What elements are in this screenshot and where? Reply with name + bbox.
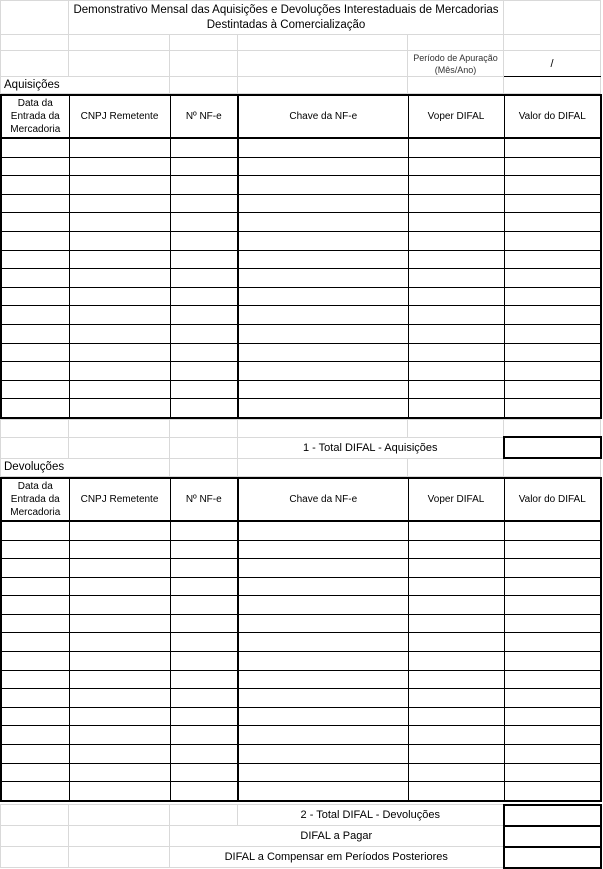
cell-difal-value[interactable] (504, 194, 601, 213)
cell-nfe-key[interactable] (238, 362, 408, 381)
cell-date[interactable] (1, 157, 69, 176)
cell-difal-value[interactable] (504, 577, 601, 596)
cell-date[interactable] (1, 521, 69, 540)
cell-voper[interactable] (408, 213, 504, 232)
cell-voper[interactable] (408, 763, 504, 782)
cell-date[interactable] (1, 577, 69, 596)
cell-voper[interactable] (408, 231, 504, 250)
cell-nfe-number[interactable] (170, 157, 238, 176)
cell-cnpj[interactable] (69, 559, 170, 578)
cell-nfe-key[interactable] (238, 652, 408, 671)
cell-difal-value[interactable] (504, 652, 601, 671)
cell-voper[interactable] (408, 782, 504, 801)
cell-voper[interactable] (408, 614, 504, 633)
cell-date[interactable] (1, 707, 69, 726)
cell-voper[interactable] (408, 287, 504, 306)
cell-voper[interactable] (408, 521, 504, 540)
cell-nfe-number[interactable] (170, 521, 238, 540)
cell-date[interactable] (1, 614, 69, 633)
cell-voper[interactable] (408, 380, 504, 399)
cell-nfe-number[interactable] (170, 707, 238, 726)
table-row (1, 633, 601, 652)
table-row (1, 652, 601, 671)
cell-cnpj[interactable] (69, 689, 170, 708)
cell-cnpj[interactable] (69, 213, 170, 232)
summary-grid (0, 804, 602, 869)
table-row (1, 399, 601, 418)
acquisitions-total-grid (0, 419, 602, 477)
cell-nfe-key[interactable] (238, 157, 408, 176)
table-row (1, 540, 601, 559)
cell-difal-value[interactable] (504, 138, 601, 157)
cell-cnpj[interactable] (69, 380, 170, 399)
cell-difal-value[interactable] (504, 176, 601, 195)
cell-nfe-key[interactable] (238, 540, 408, 559)
cell-nfe-key[interactable] (238, 763, 408, 782)
cell-nfe-key[interactable] (238, 324, 408, 343)
cell-cnpj[interactable] (69, 614, 170, 633)
cell-nfe-number[interactable] (170, 633, 238, 652)
cell-difal-value[interactable] (504, 763, 601, 782)
cell-nfe-number[interactable] (170, 138, 238, 157)
cell-difal-value[interactable] (504, 596, 601, 615)
cell-difal-value[interactable] (504, 633, 601, 652)
cell-difal-value[interactable] (504, 269, 601, 288)
cell-voper[interactable] (408, 652, 504, 671)
cell-voper[interactable] (408, 670, 504, 689)
cell-nfe-number[interactable] (170, 324, 238, 343)
cell-nfe-key[interactable] (238, 782, 408, 801)
col-header-nfe-number: Nº NF-e (170, 95, 238, 138)
table-row (1, 194, 601, 213)
cell-date[interactable] (1, 670, 69, 689)
cell-date[interactable] (1, 269, 69, 288)
table-row (1, 250, 601, 269)
cell-nfe-number[interactable] (170, 213, 238, 232)
cell-nfe-number[interactable] (170, 614, 238, 633)
table-row (1, 745, 601, 764)
cell-difal-value[interactable] (504, 250, 601, 269)
cell-difal-value[interactable] (504, 782, 601, 801)
cell-nfe-number[interactable] (170, 577, 238, 596)
table-row (1, 157, 601, 176)
cell-cnpj[interactable] (69, 577, 170, 596)
cell-nfe-number[interactable] (170, 689, 238, 708)
table-row (1, 287, 601, 306)
cell-voper[interactable] (408, 559, 504, 578)
table-row (1, 726, 601, 745)
cell-nfe-key[interactable] (238, 194, 408, 213)
cell-nfe-key[interactable] (238, 213, 408, 232)
cell-nfe-key[interactable] (238, 670, 408, 689)
table-row (1, 213, 601, 232)
cell-nfe-number[interactable] (170, 540, 238, 559)
cell-difal-value[interactable] (504, 213, 601, 232)
table-row (1, 521, 601, 540)
cell-voper[interactable] (408, 306, 504, 325)
cell-nfe-number[interactable] (170, 306, 238, 325)
col-header-cnpj: CNPJ Remetente (69, 95, 170, 138)
difal-compensate-label: DIFAL a Compensar em Períodos Posteriores (170, 847, 504, 868)
cell-cnpj[interactable] (69, 138, 170, 157)
cell-voper[interactable] (408, 540, 504, 559)
cell-date[interactable] (1, 343, 69, 362)
cell-nfe-number[interactable] (170, 362, 238, 381)
section-label-acquisitions: Aquisições (1, 77, 170, 94)
table-row (1, 343, 601, 362)
cell-nfe-number[interactable] (170, 763, 238, 782)
cell-nfe-number[interactable] (170, 194, 238, 213)
col-header-nfe-key: Chave da NF-e (238, 95, 408, 138)
cell-difal-value[interactable] (504, 380, 601, 399)
difal-pay-label: DIFAL a Pagar (170, 826, 504, 847)
cell-cnpj[interactable] (69, 306, 170, 325)
cell-cnpj[interactable] (69, 324, 170, 343)
cell-nfe-key[interactable] (238, 559, 408, 578)
page-title: Demonstrativo Mensal das Aquisições e Devoluções Interestaduais de Mercadorias Destintadas à Comercialização (69, 1, 504, 35)
cell-cnpj[interactable] (69, 726, 170, 745)
cell-nfe-number[interactable] (170, 559, 238, 578)
col-header-nfe-key: Chave da NF-e (238, 478, 408, 521)
cell-date[interactable] (1, 138, 69, 157)
header-grid (0, 0, 601, 94)
cell-difal-value[interactable] (504, 540, 601, 559)
cell-nfe-key[interactable] (238, 521, 408, 540)
cell-cnpj[interactable] (69, 269, 170, 288)
cell-cnpj[interactable] (69, 763, 170, 782)
cell-nfe-key[interactable] (238, 596, 408, 615)
cell-cnpj[interactable] (69, 231, 170, 250)
cell-difal-value[interactable] (504, 306, 601, 325)
cell-date[interactable] (1, 231, 69, 250)
cell-difal-value[interactable] (504, 726, 601, 745)
cell-voper[interactable] (408, 138, 504, 157)
table-row (1, 380, 601, 399)
cell-cnpj[interactable] (69, 707, 170, 726)
cell-difal-value[interactable] (504, 707, 601, 726)
cell-nfe-key[interactable] (238, 231, 408, 250)
cell-nfe-key[interactable] (238, 306, 408, 325)
cell-voper[interactable] (408, 343, 504, 362)
cell-date[interactable] (1, 652, 69, 671)
cell-nfe-number[interactable] (170, 726, 238, 745)
cell-date[interactable] (1, 726, 69, 745)
cell-difal-value[interactable] (504, 362, 601, 381)
cell-cnpj[interactable] (69, 596, 170, 615)
cell-nfe-key[interactable] (238, 614, 408, 633)
cell-difal-value[interactable] (504, 614, 601, 633)
cell-nfe-number[interactable] (170, 269, 238, 288)
cell-date[interactable] (1, 176, 69, 195)
cell-cnpj[interactable] (69, 633, 170, 652)
table-row (1, 362, 601, 381)
cell-nfe-number[interactable] (170, 176, 238, 195)
difal-pay-value[interactable] (504, 826, 601, 847)
cell-voper[interactable] (408, 324, 504, 343)
cell-nfe-key[interactable] (238, 287, 408, 306)
table-row (1, 577, 601, 596)
col-header-difal-value: Valor do DIFAL (504, 478, 601, 521)
col-header-voper: Voper DIFAL (408, 95, 504, 138)
table-row (1, 689, 601, 708)
cell-nfe-number[interactable] (170, 287, 238, 306)
table-row (1, 782, 601, 801)
col-header-date: Data da Entrada da Mercadoria (1, 95, 69, 138)
cell-date[interactable] (1, 380, 69, 399)
cell-nfe-key[interactable] (238, 577, 408, 596)
cell-cnpj[interactable] (69, 362, 170, 381)
table-row (1, 763, 601, 782)
cell-date[interactable] (1, 194, 69, 213)
cell-nfe-number[interactable] (170, 652, 238, 671)
cell-voper[interactable] (408, 399, 504, 418)
table-row (1, 231, 601, 250)
cell-nfe-number[interactable] (170, 250, 238, 269)
cell-difal-value[interactable] (504, 343, 601, 362)
cell-date[interactable] (1, 324, 69, 343)
cell-difal-value[interactable] (504, 324, 601, 343)
cell-voper[interactable] (408, 726, 504, 745)
cell-nfe-number[interactable] (170, 399, 238, 418)
cell-nfe-number[interactable] (170, 782, 238, 801)
table-header-row (1, 478, 601, 521)
cell-nfe-key[interactable] (238, 269, 408, 288)
section-label-returns: Devoluções (1, 458, 170, 476)
cell-cnpj[interactable] (69, 157, 170, 176)
cell-nfe-number[interactable] (170, 745, 238, 764)
cell-cnpj[interactable] (69, 782, 170, 801)
cell-date[interactable] (1, 287, 69, 306)
period-input[interactable]: / (504, 51, 601, 77)
cell-cnpj[interactable] (69, 399, 170, 418)
cell-nfe-key[interactable] (238, 689, 408, 708)
cell-date[interactable] (1, 362, 69, 381)
cell-voper[interactable] (408, 596, 504, 615)
table-row (1, 138, 601, 157)
cell-nfe-key[interactable] (238, 343, 408, 362)
col-header-cnpj: CNPJ Remetente (69, 478, 170, 521)
cell-difal-value[interactable] (504, 157, 601, 176)
cell-cnpj[interactable] (69, 287, 170, 306)
acquisitions-total-label: 1 - Total DIFAL - Aquisições (238, 437, 504, 458)
cell-nfe-key[interactable] (238, 380, 408, 399)
cell-date[interactable] (1, 250, 69, 269)
table-row (1, 596, 601, 615)
cell-nfe-key[interactable] (238, 176, 408, 195)
cell-date[interactable] (1, 763, 69, 782)
cell-date[interactable] (1, 596, 69, 615)
cell-cnpj[interactable] (69, 343, 170, 362)
cell-cnpj[interactable] (69, 521, 170, 540)
table-row (1, 670, 601, 689)
cell-cnpj[interactable] (69, 176, 170, 195)
table-row (1, 306, 601, 325)
cell-nfe-number[interactable] (170, 670, 238, 689)
cell-nfe-key[interactable] (238, 250, 408, 269)
cell-cnpj[interactable] (69, 194, 170, 213)
table-row (1, 176, 601, 195)
table-row (1, 269, 601, 288)
acquisitions-total-value[interactable] (504, 437, 601, 458)
cell-cnpj[interactable] (69, 540, 170, 559)
cell-voper[interactable] (408, 707, 504, 726)
cell-nfe-number[interactable] (170, 380, 238, 399)
cell-nfe-number[interactable] (170, 343, 238, 362)
cell-date[interactable] (1, 540, 69, 559)
cell-voper[interactable] (408, 689, 504, 708)
table-row (1, 324, 601, 343)
col-header-nfe-number: Nº NF-e (170, 478, 238, 521)
cell-difal-value[interactable] (504, 689, 601, 708)
returns-total-label: 2 - Total DIFAL - Devoluções (238, 805, 504, 826)
cell-nfe-number[interactable] (170, 231, 238, 250)
returns-total-value[interactable] (504, 805, 601, 826)
cell-difal-value[interactable] (504, 231, 601, 250)
cell-nfe-key[interactable] (238, 745, 408, 764)
cell-nfe-key[interactable] (238, 707, 408, 726)
table-row (1, 559, 601, 578)
cell-cnpj[interactable] (69, 670, 170, 689)
cell-nfe-number[interactable] (170, 596, 238, 615)
col-header-voper: Voper DIFAL (408, 478, 504, 521)
cell-date[interactable] (1, 213, 69, 232)
cell-voper[interactable] (408, 577, 504, 596)
period-label: Período de Apuração (Mês/Ano) (408, 51, 504, 77)
cell-cnpj[interactable] (69, 250, 170, 269)
cell-voper[interactable] (408, 269, 504, 288)
cell-nfe-key[interactable] (238, 726, 408, 745)
col-header-difal-value: Valor do DIFAL (504, 95, 601, 138)
cell-voper[interactable] (408, 362, 504, 381)
cell-date[interactable] (1, 689, 69, 708)
cell-difal-value[interactable] (504, 521, 601, 540)
cell-difal-value[interactable] (504, 399, 601, 418)
cell-voper[interactable] (408, 176, 504, 195)
cell-nfe-key[interactable] (238, 399, 408, 418)
table-row (1, 614, 601, 633)
cell-difal-value[interactable] (504, 559, 601, 578)
cell-cnpj[interactable] (69, 745, 170, 764)
cell-voper[interactable] (408, 250, 504, 269)
cell-date[interactable] (1, 745, 69, 764)
acquisitions-table (0, 94, 602, 419)
cell-voper[interactable] (408, 745, 504, 764)
cell-difal-value[interactable] (504, 287, 601, 306)
cell-nfe-key[interactable] (238, 633, 408, 652)
cell-date[interactable] (1, 399, 69, 418)
cell-date[interactable] (1, 633, 69, 652)
cell-voper[interactable] (408, 633, 504, 652)
table-row (1, 707, 601, 726)
cell-voper[interactable] (408, 194, 504, 213)
cell-date[interactable] (1, 782, 69, 801)
table-header-row (1, 95, 601, 138)
cell-nfe-key[interactable] (238, 138, 408, 157)
returns-table (0, 477, 602, 802)
cell-date[interactable] (1, 306, 69, 325)
cell-difal-value[interactable] (504, 745, 601, 764)
col-header-date: Data da Entrada da Mercadoria (1, 478, 69, 521)
cell-cnpj[interactable] (69, 652, 170, 671)
cell-voper[interactable] (408, 157, 504, 176)
cell-date[interactable] (1, 559, 69, 578)
cell-difal-value[interactable] (504, 670, 601, 689)
